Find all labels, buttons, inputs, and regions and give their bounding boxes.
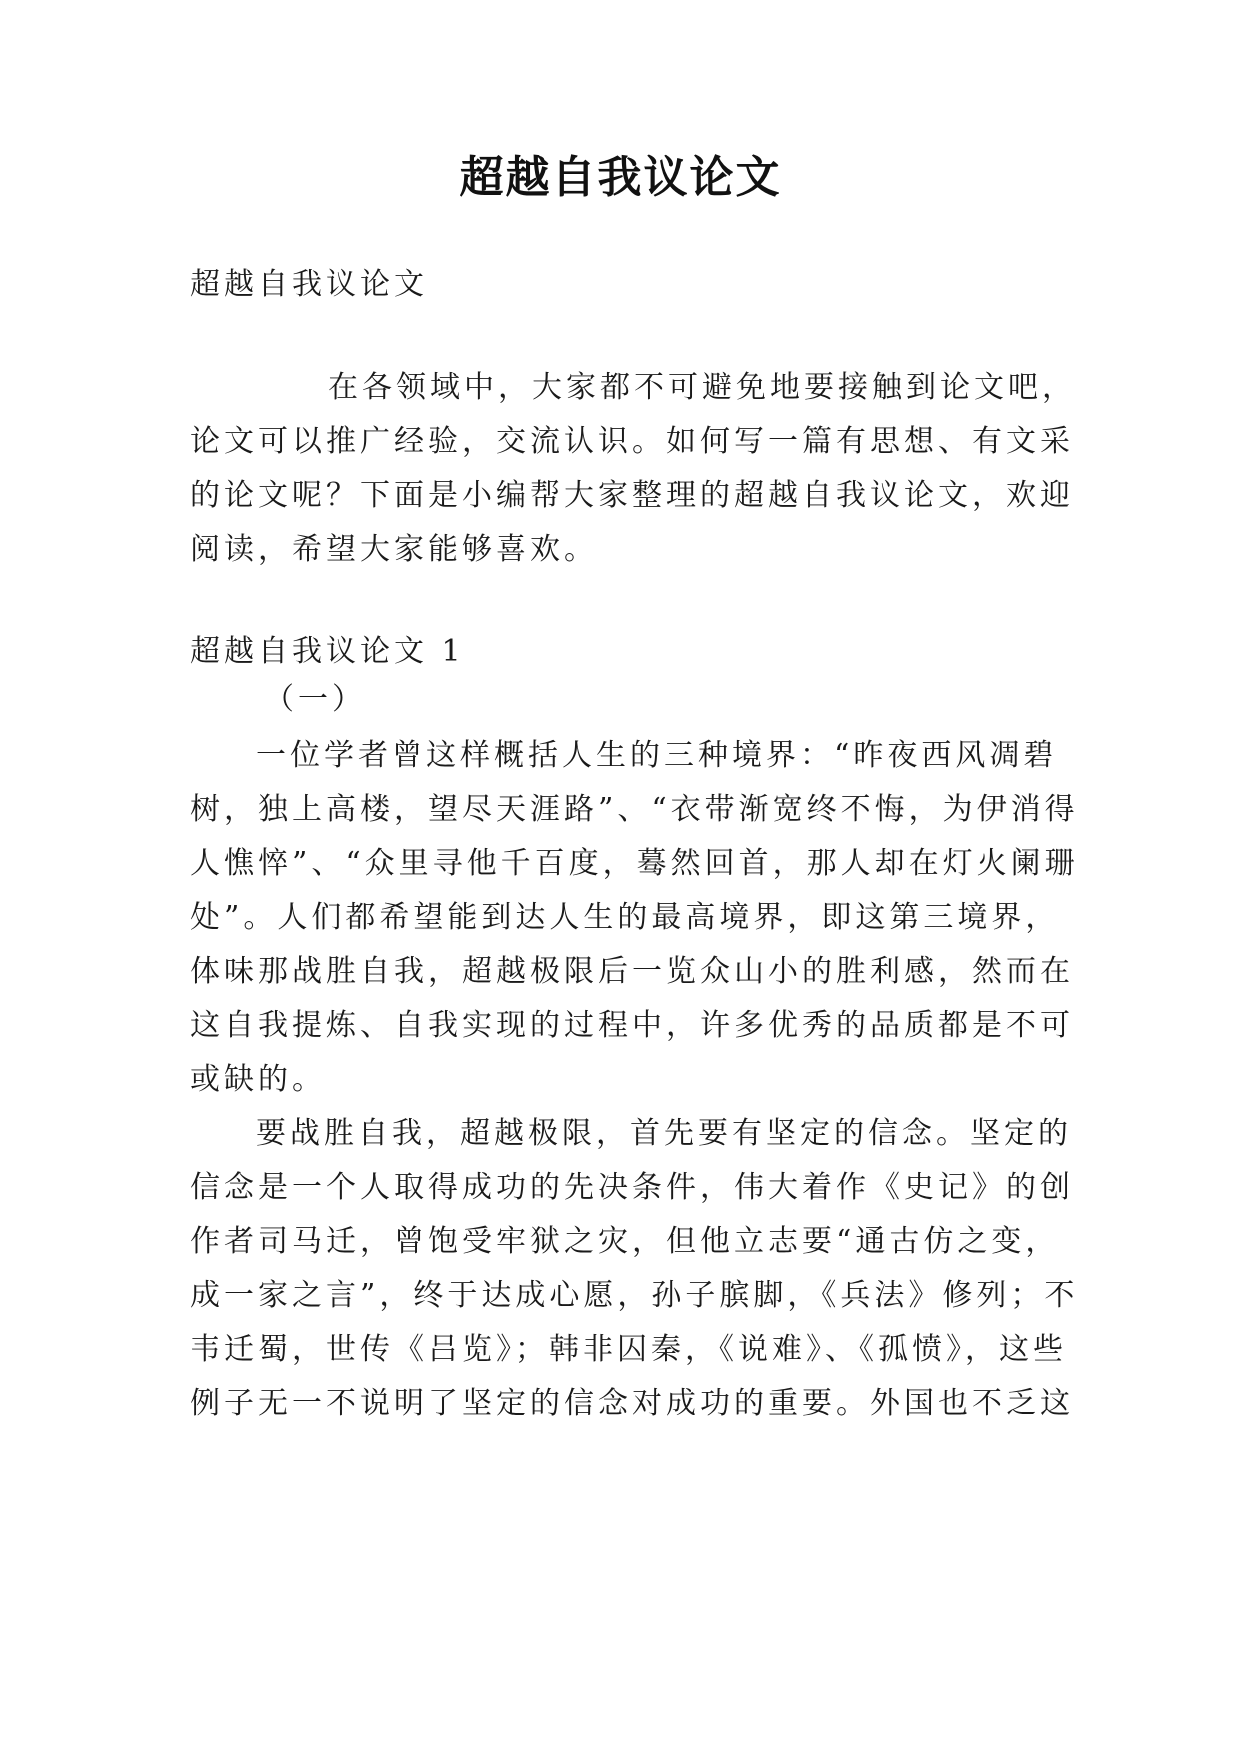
- paragraph-line: 树，独上高楼，望尽天涯路”、“衣带渐宽终不悔，为伊消得: [190, 792, 1079, 827]
- section-heading: 超越自我议论文 1: [190, 634, 465, 669]
- paragraph-line: 韦迁蜀，世传《吕览》；韩非囚秦，《说难》、《孤愤》，这些: [190, 1332, 1067, 1367]
- paragraph-line: 或缺的。: [190, 1062, 326, 1097]
- paragraph-line: 例子无一不说明了坚定的信念对成功的重要。外国也不乏这: [190, 1386, 1074, 1421]
- subtitle: 超越自我议论文: [190, 267, 428, 302]
- intro-line: 的论文呢？下面是小编帮大家整理的超越自我议论文，欢迎: [190, 478, 1074, 513]
- paragraph-line: 体味那战胜自我，超越极限后一览众山小的胜利感，然而在: [190, 954, 1074, 989]
- section-subheading: （一）: [264, 682, 366, 717]
- paragraph-line: 人憔悴”、“众里寻他千百度，蓦然回首，那人却在灯火阑珊: [190, 846, 1079, 881]
- intro-line: 阅读，希望大家能够喜欢。: [190, 532, 598, 567]
- paragraph-line: 这自我提炼、自我实现的过程中，许多优秀的品质都是不可: [190, 1008, 1074, 1043]
- intro-line: 在各领域中，大家都不可避免地要接触到论文吧，: [328, 370, 1076, 405]
- paragraph-line: 信念是一个人取得成功的先决条件，伟大着作《史记》的创: [190, 1170, 1074, 1205]
- paragraph-line: 成一家之言”，终于达成心愿，孙子膑脚，《兵法》修列；不: [190, 1278, 1079, 1313]
- document-title: 超越自我议论文: [459, 152, 782, 203]
- paragraph-line: 作者司马迁，曾饱受牢狱之灾，但他立志要“通古仿之变，: [190, 1224, 1060, 1259]
- paragraph-line: 一位学者曾这样概括人生的三种境界：“昨夜西风凋碧: [256, 738, 1058, 773]
- intro-line: 论文可以推广经验，交流认识。如何写一篇有思想、有文采: [190, 424, 1074, 459]
- paragraph-line: 处”。人们都希望能到达人生的最高境界，即这第三境界，: [190, 900, 1060, 935]
- paragraph-line: 要战胜自我，超越极限，首先要有坚定的信念。坚定的: [256, 1116, 1072, 1151]
